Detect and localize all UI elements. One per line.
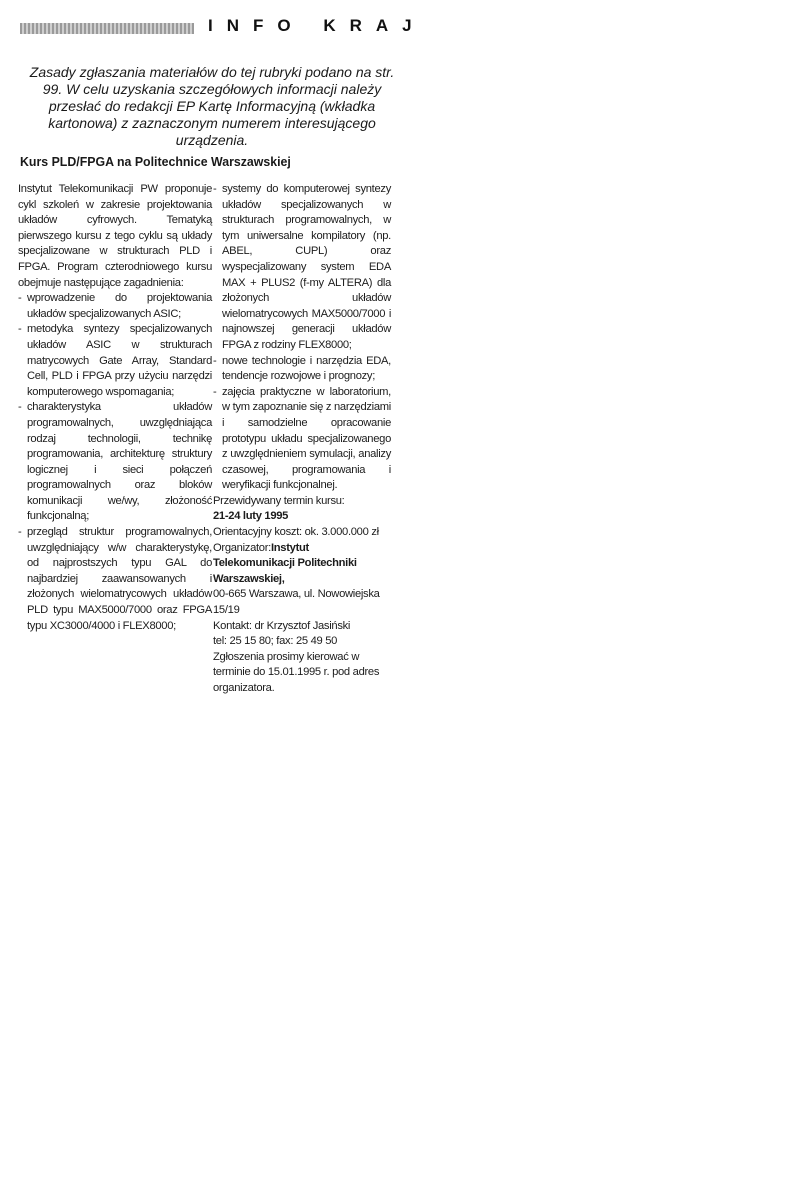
section-title: INFO KRAJ — [208, 16, 426, 35]
list-item: - wprowadzenie do projektowania układów specjalizowanych ASIC; — [18, 291, 212, 322]
list-item: - metodyka syntezy specjalizowanych układów ASIC w strukturach matrycowych Gate Array, Standard Cell, PLD i FPGA przy użyciu narzędzi komputerowego wspomagania; — [18, 322, 212, 400]
contact-person: Kontakt: dr Krzysztof Jasiński — [213, 619, 351, 632]
course-cost: Orientacyjny koszt: ok. 3.000.000 zł — [213, 526, 379, 539]
list-item: - systemy do komputerowej syntezy układów specjalizowanych w strukturach programowalnych, w tym uniwersalne kompilatory (np. ABEL, CUPL) oraz wyspecjalizowany system EDA MAX + PLUS2 (f-my ALTERA) dla złożonych układów wielomatrycowych MAX5000/7000 i najnowszej generacji układów FPGA z rodziny FLEX8000; — [213, 182, 391, 354]
list-item: - przegląd struktur programowalnych, uwzględniający w/w charakterystykę, od najprostszych typu GAL do najbardziej zaawansowanych i złożonych wielomatrycowych układów PLD typu MAX5000/7000 oraz FPGA typu XC3000/4000 i FLEX8000; — [18, 525, 212, 634]
header-decorative-bar — [20, 23, 194, 34]
organizer-address: 00-665 Warszawa, ul. Nowowiejska 15/19 — [213, 588, 380, 617]
organizer — [213, 541, 391, 588]
course-term-label: Przewidywany termin kursu: — [213, 494, 345, 507]
article-title: Kurs PLD/FPGA na Politechnice Warszawskiej — [20, 154, 291, 169]
organizer-name: Instytut Telekomunikacji Politechniki Warszawskiej, — [213, 541, 357, 585]
contact-phone-fax: tel: 25 15 80; fax: 25 49 50 — [213, 635, 338, 648]
registration-note: Zgłoszenia prosimy kierować w terminie do 15.01.1995 r. pod adres organizatora. — [213, 650, 380, 694]
article-column-right — [213, 182, 391, 697]
list-item: - zajęcia praktyczne w laboratorium, w tym zapoznanie się z narzędziami i samodzielne opracowanie prototypu układu specjalizowanego z uwzględnieniem symulacji, analizy czasowej, programowania i weryfikacji funkcjonalnej. — [213, 385, 391, 494]
organizer-label: Organizator: — [213, 541, 271, 554]
course-term-value: 21-24 luty 1995 — [213, 510, 289, 523]
topics-list-right — [213, 182, 391, 494]
intro-note: Zasady zgłaszania materiałów do tej rubryki podano na str. 99. W celu uzyskania szczegółowych informacji należy przesłać do redakcji EP Kartę Informacyjną (wkładka kartonowa) z zaznaczonym numerem interesującego urządzenia. — [29, 64, 395, 148]
topics-list-left — [18, 291, 212, 634]
article-column-left — [18, 182, 212, 634]
list-item: - nowe technologie i narzędzia EDA, tendencje rozwojowe i prognozy; — [213, 354, 391, 385]
article-lead: Instytut Telekomunikacji PW proponuje cykl szkoleń w zakresie projektowania układów cyfrowych. Tematyką pierwszego kursu z tego cyklu są układy specjalizowane w strukturach PLD i FPGA. Program czterodniowego kursu obejmuje następujące zagadnienia: — [18, 183, 212, 289]
list-item: - charakterystyka układów programowalnych, uwzględniająca rodzaj technologii, technikę programowania, architekturę struktury logicznej i sieci połączeń programowalnych oraz bloków komunikacji we/wy, złożoność funkcjonalną; — [18, 400, 212, 525]
